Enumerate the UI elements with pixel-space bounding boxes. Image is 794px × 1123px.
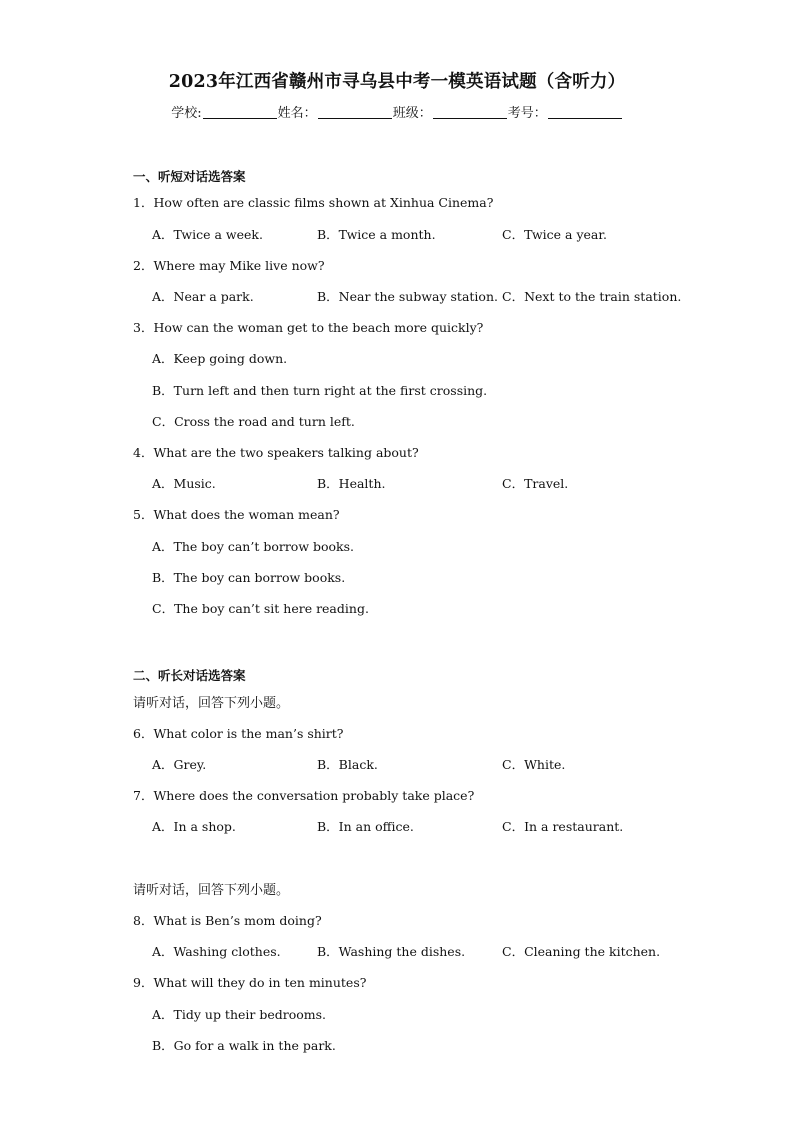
question-8: 8．What is Ben’s mom doing? xyxy=(133,913,322,928)
q4-option-c: C．Travel. xyxy=(502,476,569,491)
q9-option-b: B．Go for a walk in the park. xyxy=(152,1038,336,1053)
q2-option-c: C．Next to the train station. xyxy=(502,289,682,304)
q6-option-c: C．White. xyxy=(502,757,566,772)
section-2-heading: 二、听长对话选答案 xyxy=(133,668,246,683)
q8-option-c: C．Cleaning the kitchen. xyxy=(502,944,661,959)
student-info-line xyxy=(0,102,794,121)
name-label: 姓名： xyxy=(277,106,317,121)
q1-option-a: A．Twice a week. xyxy=(152,227,263,242)
question-6: 6．What color is the man’s shirt? xyxy=(133,726,344,741)
section-2-instruction-1: 请听对话，回答下列小题。 xyxy=(133,696,290,711)
q5-option-c: C．The boy can’t sit here reading. xyxy=(152,601,369,616)
q7-option-c: C．In a restaurant. xyxy=(502,819,624,834)
q4-option-b: B．Health. xyxy=(317,476,386,491)
q1-option-b: B．Twice a month. xyxy=(317,227,436,242)
q2-option-a: A．Near a park. xyxy=(152,289,254,304)
question-2: 2．Where may Mike live now? xyxy=(133,258,325,273)
q3-option-c: C．Cross the road and turn left. xyxy=(152,414,355,429)
q7-option-b: B．In an office. xyxy=(317,819,414,834)
q9-option-a: A．Tidy up their bedrooms. xyxy=(152,1007,327,1022)
section-2-instruction-2: 请听对话，回答下列小题。 xyxy=(133,883,290,898)
number-blank[interactable] xyxy=(548,118,622,119)
question-7: 7．Where does the conversation probably take place? xyxy=(133,788,475,803)
question-3: 3．How can the woman get to the beach more quickly? xyxy=(133,320,484,335)
class-blank[interactable] xyxy=(433,118,507,119)
q1-option-c: C．Twice a year. xyxy=(502,227,607,242)
q6-option-a: A．Grey. xyxy=(152,757,207,772)
school-label: 学校: xyxy=(171,106,202,121)
q8-option-a: A．Washing clothes. xyxy=(152,944,281,959)
q8-option-b: B．Washing the dishes. xyxy=(317,944,466,959)
q2-option-b: B．Near the subway station. xyxy=(317,289,498,304)
q7-option-a: A．In a shop. xyxy=(152,819,236,834)
page-title: 2023年江西省赣州市寻乌县中考一模英语试题（含听力） xyxy=(168,72,626,92)
question-9: 9．What will they do in ten minutes? xyxy=(133,975,367,990)
question-5: 5．What does the woman mean? xyxy=(133,507,340,522)
q3-option-b: B．Turn left and then turn right at the first crossing. xyxy=(152,383,488,398)
name-blank[interactable] xyxy=(318,118,392,119)
q4-option-a: A．Music. xyxy=(152,476,216,491)
number-label: 考号： xyxy=(507,106,547,121)
q6-option-b: B．Black. xyxy=(317,757,378,772)
question-1: 1．How often are classic films shown at Xinhua Cinema? xyxy=(133,195,494,210)
q5-option-b: B．The boy can borrow books. xyxy=(152,570,346,585)
school-blank[interactable] xyxy=(203,118,277,119)
section-1-heading: 一、听短对话选答案 xyxy=(133,169,246,184)
class-label: 班级： xyxy=(392,106,432,121)
question-4: 4．What are the two speakers talking about? xyxy=(133,445,419,460)
q3-option-a: A．Keep going down. xyxy=(152,351,288,366)
q5-option-a: A．The boy can’t borrow books. xyxy=(152,539,355,554)
